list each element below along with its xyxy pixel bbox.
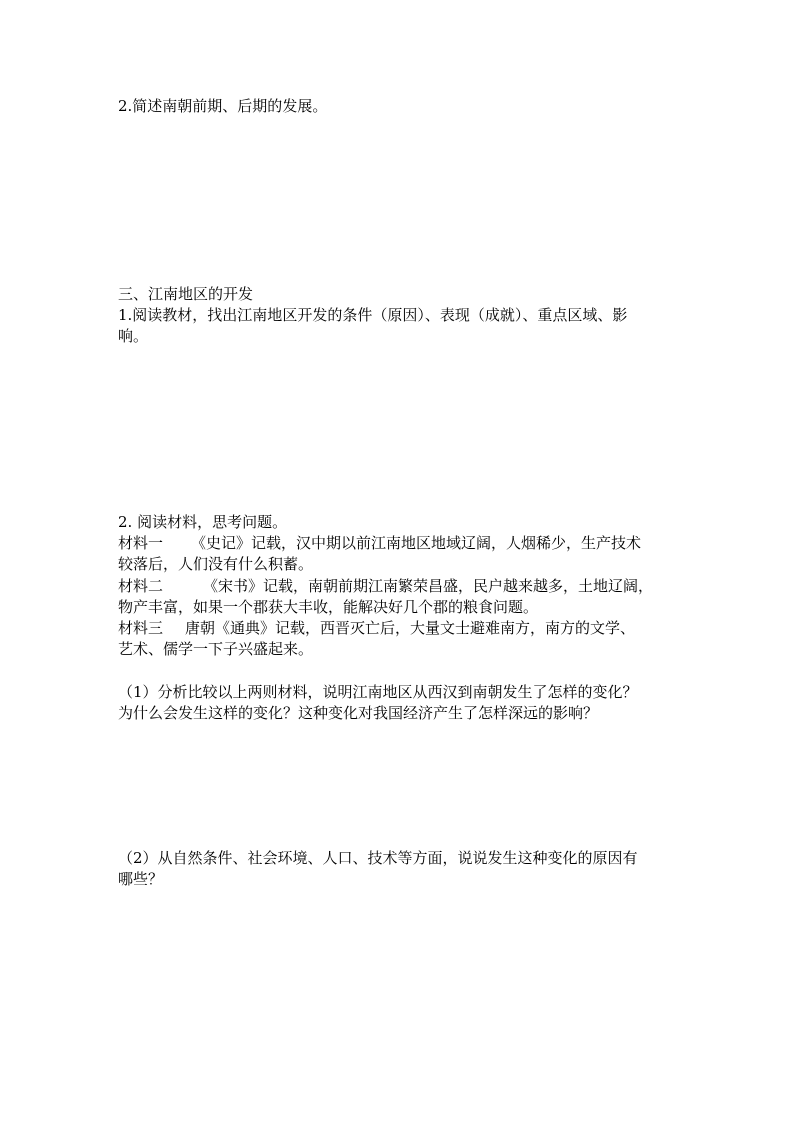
material-2-text: 《宋书》记载，南朝前期江南繁荣昌盛，民户越来越多，土地辽阔，: [203, 577, 654, 595]
sub-question-2-line-1: （2）从自然条件、社会环境、人口、技术等方面，说说发生这种变化的原因有: [118, 849, 638, 867]
material-2-line-1: [118, 576, 653, 597]
sub-question-1-line-1: （1）分析比较以上两则材料，说明江南地区从西汉到南朝发生了怎样的变化？: [118, 683, 638, 701]
sub-question-2-line-2: 哪些？: [118, 870, 164, 888]
question-2-intro: 2. 阅读材料，思考问题。: [118, 513, 288, 531]
material-3-text: 唐朝《通典》记载，西晋灭亡后，大量文士避难南方，南方的文学、: [185, 619, 636, 637]
material-1-label: 材料一: [118, 534, 164, 552]
material-1-text: 《史记》记载，汉中期以前江南地区地域辽阔，人烟稀少，生产技术: [191, 534, 642, 552]
material-3-label: 材料三: [118, 619, 164, 637]
material-3-line-1: [118, 618, 635, 639]
material-1-line-2: 较落后，人们没有什么积蓄。: [118, 555, 314, 573]
question-1-line-2: 响。: [118, 327, 149, 345]
sub-question-1-line-2: 为什么会发生这样的变化？这种变化对我国经济产生了怎样深远的影响？: [118, 704, 599, 722]
material-2-label: 材料二: [118, 577, 164, 595]
question-2-southern-dynasties: 2.简述南朝前期、后期的发展。: [118, 97, 328, 115]
question-1-line-1: 1.阅读教材，找出江南地区开发的条件（原因）、表现（成就）、重点区域、影: [118, 306, 628, 324]
material-1-line-1: [118, 533, 641, 554]
material-3-line-2: 艺术、儒学一下子兴盛起来。: [118, 640, 314, 658]
material-2-line-2: 物产丰富，如果一个郡获大丰收，能解决好几个郡的粮食问题。: [118, 598, 539, 616]
section-3-heading: 三、江南地区的开发: [118, 285, 254, 303]
